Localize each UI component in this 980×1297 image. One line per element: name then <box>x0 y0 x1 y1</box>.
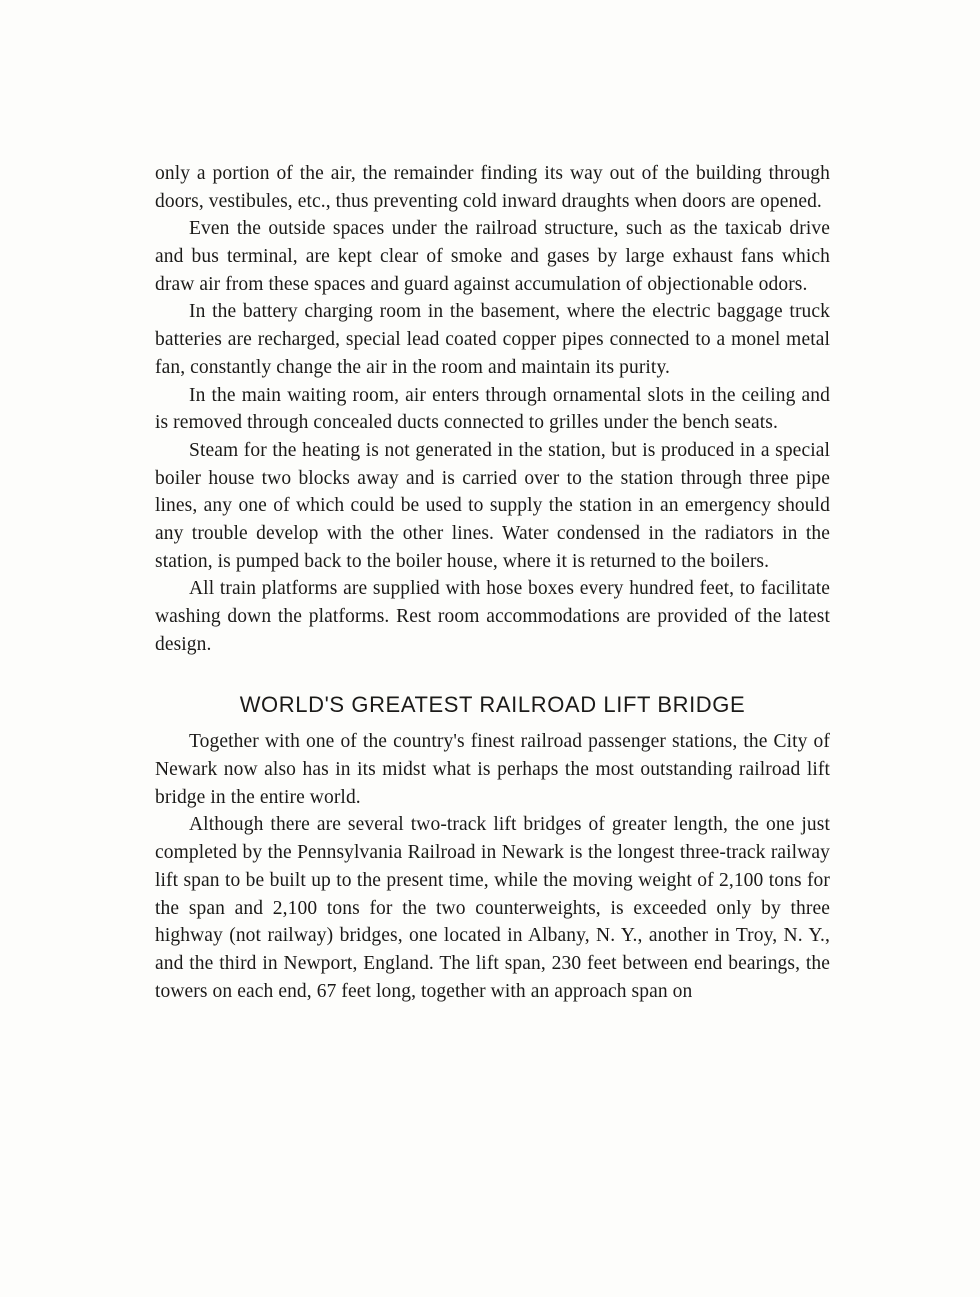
text-block-upper <box>155 160 830 658</box>
paragraph: In the battery charging room in the basement, where the electric baggage truck batteries are recharged, special lead coated copper pipes connected to a monel metal fan, constantly change the air in the room and maintain its purity. <box>155 301 830 378</box>
paragraph: Although there are several two-track lift bridges of greater length, the one just completed by the Pennsylvania Railroad in Newark is the longest three-track railway lift span to be built up to the present time, while the moving weight of 2,100 tons for the span and 2,100 tons for the two counterweights, is exceeded only by three highway (not railway) bridges, one located in Albany, N. Y., another in Troy, N. Y., and the third in Newport, England. The lift span, 230 feet between end bearings, the towers on each end, 67 feet long, together with an approach span on <box>155 814 830 1002</box>
paragraph: only a portion of the air, the remainder finding its way out of the building through doors, vestibules, etc., thus preventing cold inward draughts when doors are opened. <box>155 163 830 212</box>
section-heading: WORLD'S GREATEST RAILROAD LIFT BRIDGE <box>239 692 746 718</box>
paragraph: Even the outside spaces under the railroad structure, such as the taxicab drive and bus terminal, are kept clear of smoke and gases by large exhaust fans which draw air from these spaces and guard against accumulation of objectionable odors. <box>155 218 830 295</box>
paragraph: Together with one of the country's finest railroad passenger stations, the City of Newark now also has in its midst what is perhaps the most outstanding railroad lift bridge in the entire world. <box>155 731 830 808</box>
paragraph: All train platforms are supplied with hose boxes every hundred feet, to facilitate washing down the platforms. Rest room accommodations are provided of the latest design. <box>155 578 830 655</box>
text-block-lower <box>155 728 830 1005</box>
paragraph: Steam for the heating is not generated in the station, but is produced in a special boiler house two blocks away and is carried over to the station through three pipe lines, any one of which could be used to supply the station in an emergency should any trouble develop with the other lines. Water condensed in the radiators in the station, is pumped back to the boiler house, where it is returned to the boilers. <box>155 439 830 572</box>
paragraph: In the main waiting room, air enters through ornamental slots in the ceiling and is removed through concealed ducts connected to grilles under the bench seats. <box>155 384 830 434</box>
